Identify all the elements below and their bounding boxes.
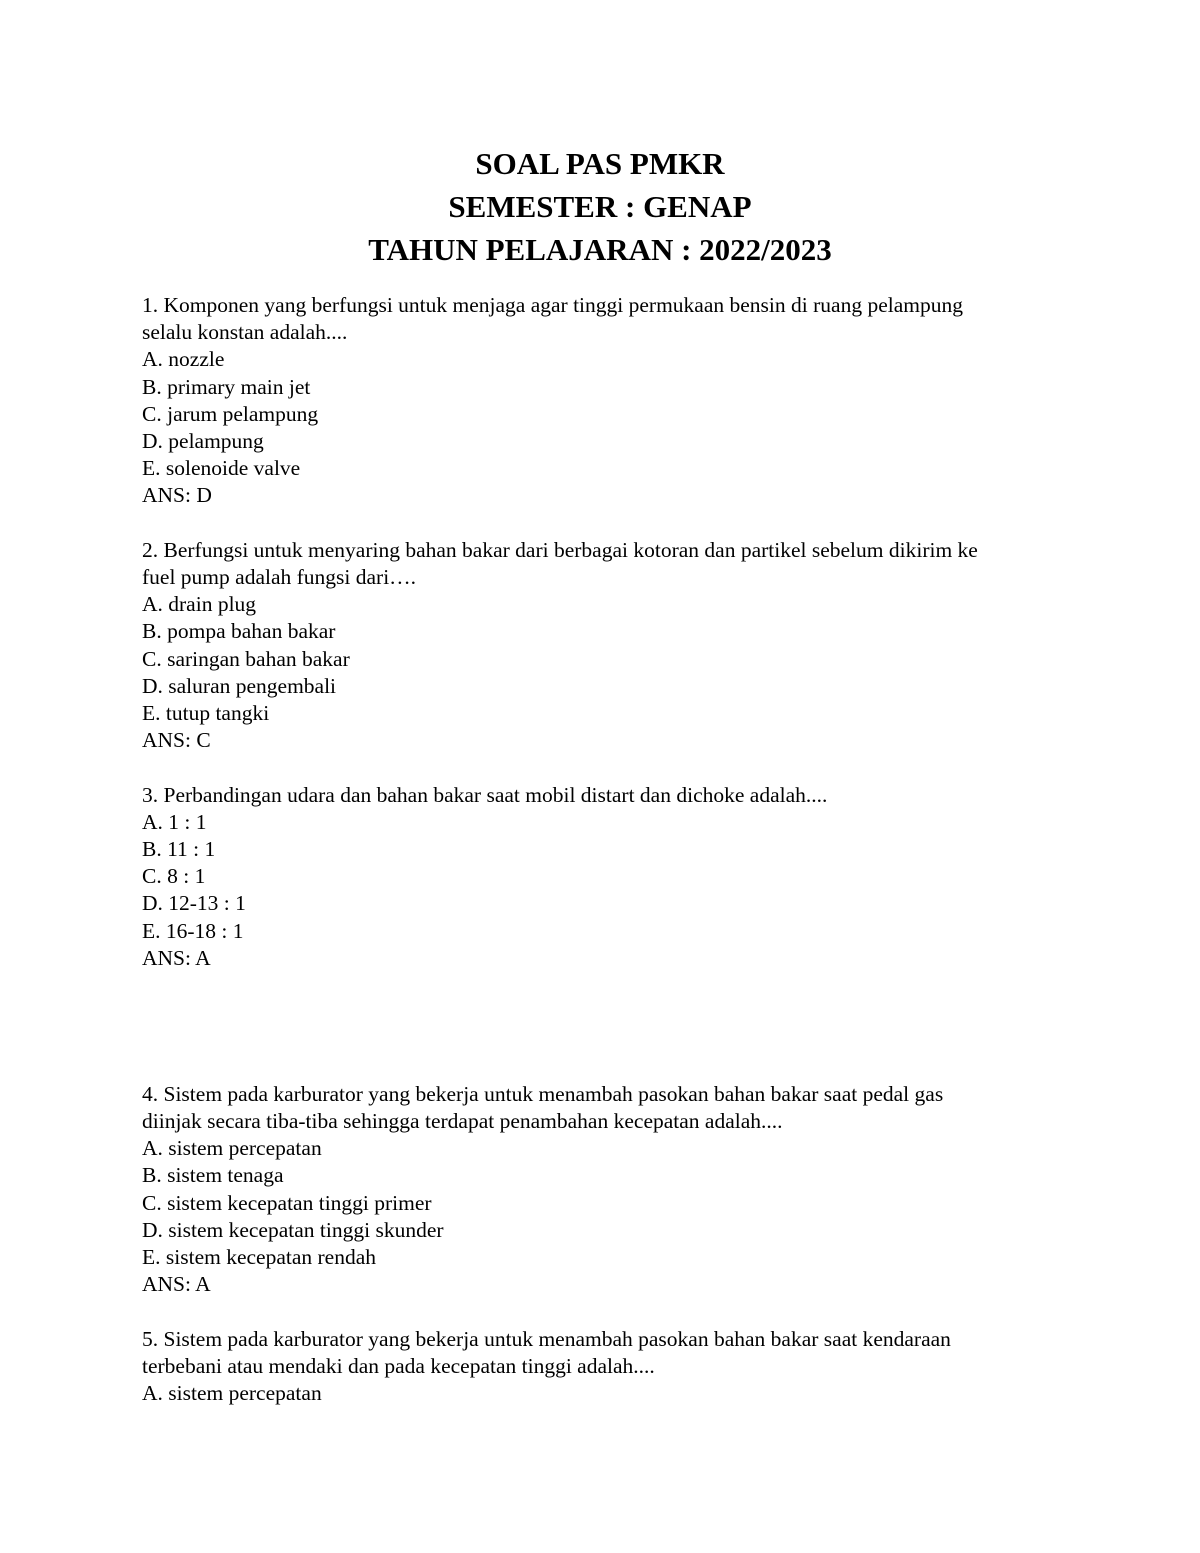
answer-option: E. sistem kecepatan rendah bbox=[142, 1245, 377, 1270]
answer-option: A. drain plug bbox=[142, 592, 257, 617]
answer-key: ANS: A bbox=[142, 1272, 211, 1297]
question-1 bbox=[142, 292, 1072, 510]
answer-option: D. pelampung bbox=[142, 429, 264, 454]
answer-option: D. 12-13 : 1 bbox=[142, 891, 246, 916]
answer-option: C. sistem kecepatan tinggi primer bbox=[142, 1190, 432, 1215]
answer-option: C. jarum pelampung bbox=[142, 401, 319, 426]
question-5 bbox=[142, 1326, 1072, 1408]
answer-option: E. solenoide valve bbox=[142, 456, 301, 481]
question-stem-line: fuel pump adalah fungsi dari…. bbox=[142, 565, 417, 590]
answer-option: A. 1 : 1 bbox=[142, 809, 207, 834]
question-2 bbox=[142, 537, 1072, 755]
question-stem-line: terbebani atau mendaki dan pada kecepatan tinggi adalah.... bbox=[142, 1353, 655, 1378]
answer-key: ANS: C bbox=[142, 728, 211, 753]
answer-option: B. primary main jet bbox=[142, 374, 311, 399]
answer-key: ANS: D bbox=[142, 483, 212, 508]
exam-title: SOAL PAS PMKR bbox=[475, 146, 725, 181]
answer-option: B. 11 : 1 bbox=[142, 837, 216, 862]
questions-list bbox=[142, 292, 1072, 1407]
document-header bbox=[0, 142, 1200, 271]
answer-option: D. sistem kecepatan tinggi skunder bbox=[142, 1217, 444, 1242]
answer-option: C. saringan bahan bakar bbox=[142, 646, 350, 671]
question-stem-line: 4. Sistem pada karburator yang bekerja untuk menambah pasokan bahan bakar saat pedal gas bbox=[142, 1081, 944, 1106]
answer-option: C. 8 : 1 bbox=[142, 864, 206, 889]
question-4 bbox=[142, 1081, 1072, 1299]
answer-option: A. sistem percepatan bbox=[142, 1381, 322, 1406]
answer-key: ANS: A bbox=[142, 945, 211, 970]
question-3 bbox=[142, 782, 1072, 972]
question-stem-line: diinjak secara tiba-tiba sehingga terdapat penambahan kecepatan adalah.... bbox=[142, 1109, 783, 1134]
answer-option: B. sistem tenaga bbox=[142, 1163, 284, 1188]
question-stem-line: selalu konstan adalah.... bbox=[142, 320, 348, 345]
answer-option: D. saluran pengembali bbox=[142, 673, 337, 698]
question-stem-line: 5. Sistem pada karburator yang bekerja untuk menambah pasokan bahan bakar saat kendaraan bbox=[142, 1326, 951, 1351]
question-stem-line: 1. Komponen yang berfungsi untuk menjaga agar tinggi permukaan bensin di ruang pelampung bbox=[142, 293, 963, 317]
answer-option: E. tutup tangki bbox=[142, 701, 270, 726]
answer-option: B. pompa bahan bakar bbox=[142, 619, 336, 644]
question-stem-line: 3. Perbandingan udara dan bahan bakar saat mobil distart dan dichoke adalah.... bbox=[142, 782, 828, 807]
answer-option: A. nozzle bbox=[142, 347, 225, 372]
question-stem-line: 2. Berfungsi untuk menyaring bahan bakar dari berbagai kotoran dan partikel sebelum dikirim ke bbox=[142, 537, 978, 562]
semester-label: SEMESTER : GENAP bbox=[448, 189, 752, 224]
answer-option: A. sistem percepatan bbox=[142, 1136, 322, 1161]
answer-option: E. 16-18 : 1 bbox=[142, 918, 244, 943]
academic-year-label: TAHUN PELAJARAN : 2022/2023 bbox=[368, 232, 832, 267]
